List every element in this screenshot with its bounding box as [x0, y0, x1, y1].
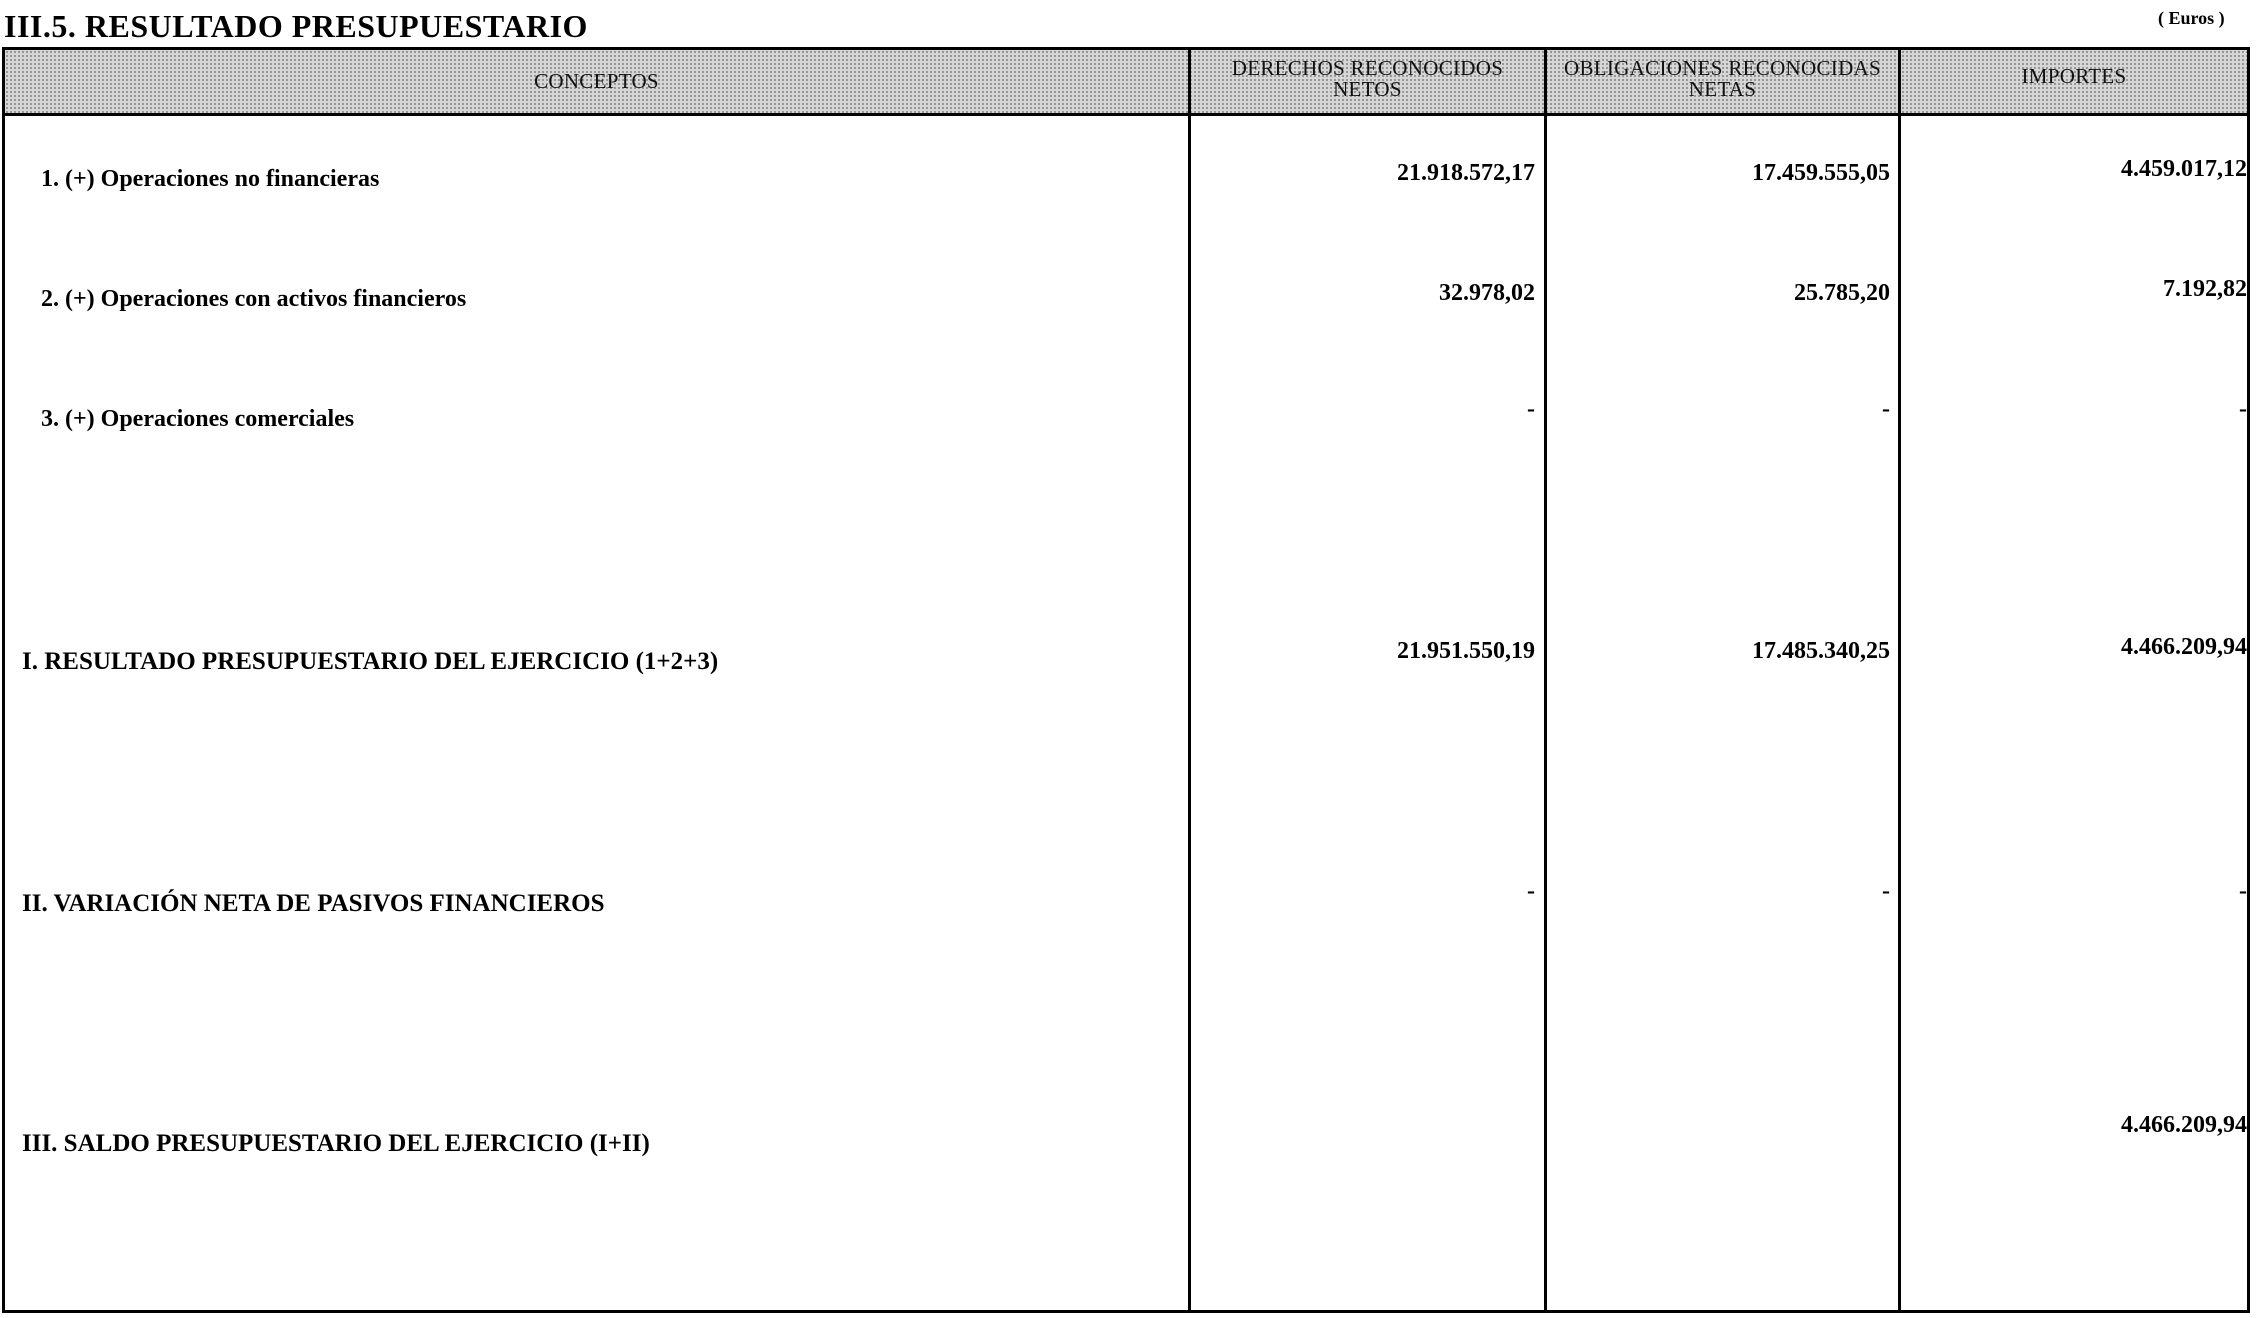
- cell-obligaciones: 17.459.555,05: [1752, 160, 1890, 186]
- header-derechos-line1: DERECHOS RECONOCIDOS: [1231, 56, 1504, 80]
- header-importes: [1901, 50, 2247, 113]
- table-header: [5, 50, 2247, 116]
- cell-derechos: -: [1527, 878, 1535, 904]
- cell-derechos: 32.978,02: [1439, 280, 1535, 306]
- cell-derechos: 21.951.550,19: [1397, 638, 1535, 664]
- cell-obligaciones: -: [1882, 878, 1890, 904]
- header-derechos: [1191, 50, 1544, 113]
- header-obligaciones-line2: NETAS: [1688, 77, 1757, 101]
- column-divider: [1188, 50, 1191, 1310]
- cell-obligaciones: -: [1882, 396, 1890, 422]
- cell-importes: 4.466.209,94: [2121, 1112, 2247, 1138]
- column-divider: [1544, 50, 1547, 1310]
- header-conceptos-label: CONCEPTOS: [534, 69, 659, 93]
- header-conceptos: [5, 50, 1188, 113]
- column-divider: [1898, 50, 1901, 1310]
- header-derechos-line2: NETOS: [1333, 77, 1402, 101]
- header-obligaciones: [1547, 50, 1898, 113]
- cell-importes: -: [2239, 396, 2247, 422]
- cell-importes: -: [2239, 878, 2247, 904]
- row-label: 2. (+) Operaciones con activos financieros: [41, 286, 467, 312]
- units-label: ( Euros ): [2158, 8, 2225, 28]
- row-label: III. SALDO PRESUPUESTARIO DEL EJERCICIO (I+II): [22, 1130, 650, 1157]
- page-title: III.5. RESULTADO PRESUPUESTARIO: [4, 8, 588, 44]
- row-label: II. VARIACIÓN NETA DE PASIVOS FINANCIEROS: [22, 890, 605, 917]
- cell-derechos: 21.918.572,17: [1397, 160, 1535, 186]
- budget-result-table: [2, 47, 2250, 1313]
- header-obligaciones-line1: OBLIGACIONES RECONOCIDAS: [1564, 56, 1881, 80]
- row-label: 1. (+) Operaciones no financieras: [41, 166, 380, 192]
- cell-importes: 4.459.017,12: [2121, 156, 2247, 182]
- cell-importes: 4.466.209,94: [2121, 634, 2247, 660]
- cell-obligaciones: 17.485.340,25: [1752, 638, 1890, 664]
- row-label: I. RESULTADO PRESUPUESTARIO DEL EJERCICIO (1+2+3): [22, 648, 719, 675]
- row-label: 3. (+) Operaciones comerciales: [41, 406, 355, 432]
- cell-derechos: -: [1527, 396, 1535, 422]
- cell-importes: 7.192,82: [2163, 276, 2247, 302]
- cell-obligaciones: 25.785,20: [1794, 280, 1890, 306]
- header-importes-label: IMPORTES: [2021, 64, 2127, 88]
